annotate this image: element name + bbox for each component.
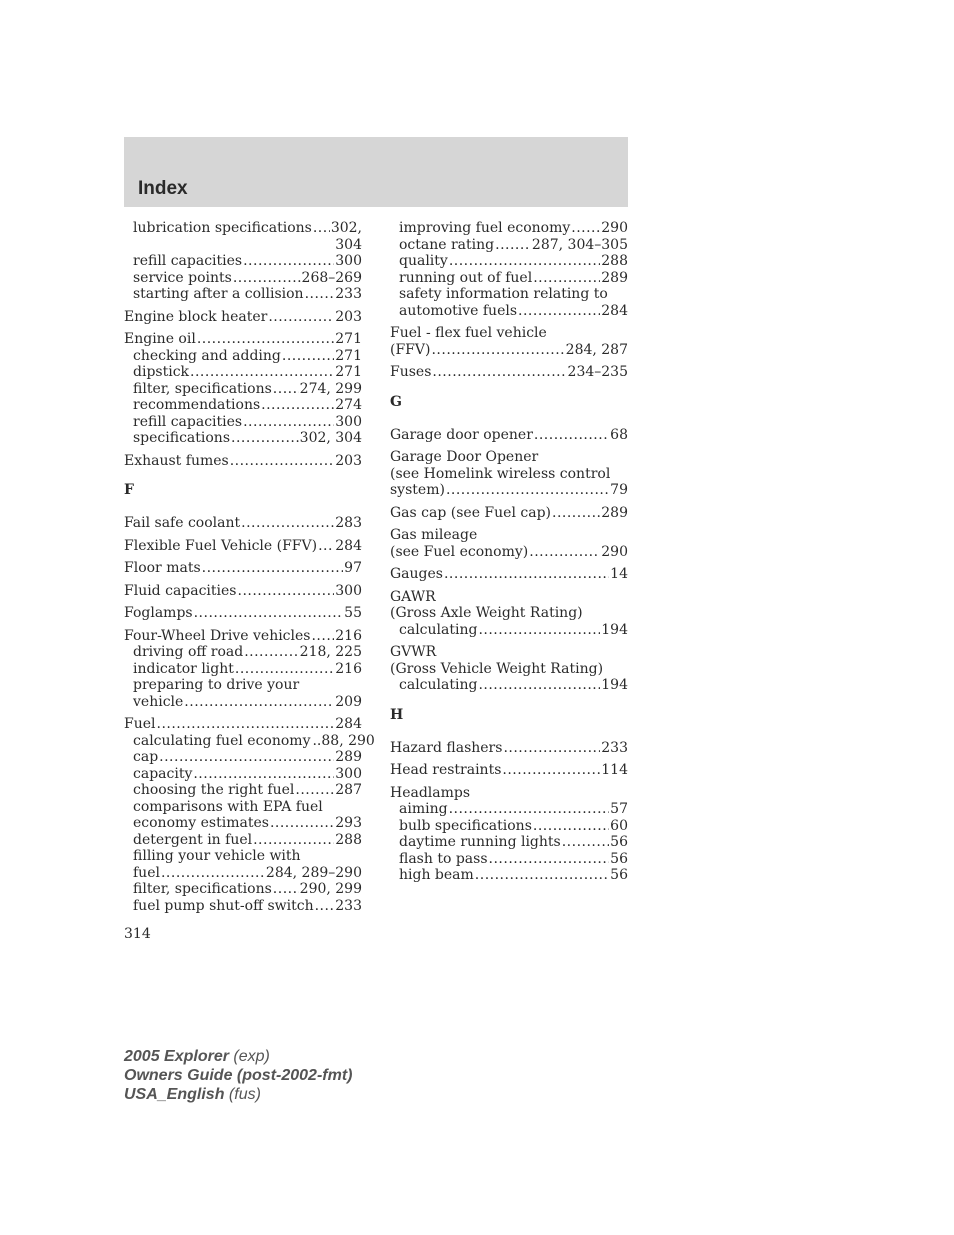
entry-page-ref: 274, 299 [299,380,362,397]
index-subentry [124,414,362,431]
entry-page-ref: 302, [330,220,362,236]
entry-page-ref: 68 [610,426,628,443]
index-subentry [390,303,628,320]
entry-label: dipstick [133,364,190,380]
entry-label: (Gross Vehicle Weight Rating) [390,660,604,677]
dot-leader [273,381,299,398]
entry-label: comparisons with EPA fuel [133,798,323,815]
dot-leader [503,740,600,757]
entry-label: refill capacities [133,413,243,430]
entry-page-ref: 288 [601,253,628,269]
entry-page-ref: 55 [344,605,362,621]
dot-leader [446,482,609,499]
dot-leader [444,566,609,583]
index-entry [390,644,628,661]
index-entry [124,583,362,600]
index-subentry [124,286,362,303]
entry-label: system) [390,482,445,498]
entry-label: aiming [399,801,448,817]
entry-label: Foglamps [124,605,193,621]
entry-label: vehicle [133,693,184,710]
entry-page-ref: ..88, 290 [312,732,375,749]
index-subentry [124,766,362,783]
entry-label: (see Fuel economy) [390,543,529,560]
dot-leader [202,560,344,577]
entry-label: Fuel - flex fuel vehicle [390,325,547,341]
dot-leader [478,622,600,639]
dot-leader [562,834,609,851]
index-subentry [390,867,628,884]
index-subentry [124,749,362,766]
footer-model: 2005 Explorer [124,1048,229,1065]
entry-label: Gas mileage [390,527,478,543]
index-entry [124,309,362,326]
dot-leader [253,832,334,849]
index-column-right [390,220,628,884]
dot-leader [534,427,609,444]
dot-leader [157,716,335,733]
index-entry [124,538,362,555]
index-subentry [124,694,362,711]
entry-page-ref: 302, 304 [299,430,362,446]
index-subentry [124,782,362,799]
index-entry-continuation [390,544,628,561]
entry-label: cap [133,749,159,765]
entry-page-ref: 14 [610,566,628,582]
entry-page-ref: 290 [601,543,628,560]
index-subentry [390,677,628,694]
entry-page-ref: 233 [601,739,628,756]
index-entry [390,364,628,381]
entry-label: Garage Door Opener [390,449,539,465]
dot-leader [449,801,610,818]
entry-page-ref: 60 [610,817,628,834]
index-subentry [124,220,362,237]
entry-page-ref: 300 [335,253,362,269]
index-entry-continuation [390,482,628,499]
document-footer [124,1047,352,1104]
index-subentry [124,898,362,915]
entry-page-ref: 271 [335,331,362,347]
index-subentry [124,661,362,678]
index-entry [390,740,628,757]
dot-leader [197,331,334,348]
entry-label: Head restraints [390,762,502,778]
entry-label: calculating [399,621,478,638]
entry-page-ref: 290, 299 [299,881,362,897]
entry-label: calculating [399,677,478,693]
footer-line-2 [124,1066,352,1085]
entry-label: fuel pump shut-off switch [133,897,314,914]
dot-leader [270,815,334,832]
entry-page-ref: 216 [335,660,362,677]
entry-label: bulb specifications [399,817,532,834]
index-section-letter: H [390,706,404,723]
index-subentry [390,818,628,835]
dot-leader [273,881,299,898]
entry-label: Four-Wheel Drive vehicles [124,627,311,644]
index-subentry [390,237,628,254]
entry-label: lubrication specifications [133,220,312,236]
entry-label: Garage door opener [390,426,533,443]
entry-page-ref: 289 [335,749,362,765]
dot-leader [159,749,334,766]
entry-label: (Gross Axle Weight Rating) [390,605,583,621]
entry-label: octane rating [399,236,495,253]
entry-label: Flexible Fuel Vehicle (FFV) [124,537,318,554]
index-subentry [124,832,362,849]
index-entry [124,515,362,532]
entry-page-ref: 300 [335,765,362,782]
dot-leader [533,818,609,835]
index-entry [390,589,628,606]
entry-label: filling your vehicle with [133,848,301,864]
index-subentry [124,732,375,750]
index-entry [390,325,628,342]
index-subentry [390,286,628,303]
entry-label: driving off road [133,644,244,660]
footer-line-3 [124,1085,352,1104]
entry-page-ref: 79 [610,482,628,498]
footer-model-code: (exp) [228,1048,270,1065]
index-subentry [124,364,362,381]
entry-page-ref: 209 [335,693,362,710]
entry-page-ref: 57 [610,801,628,817]
entry-page-ref: 218, 225 [299,644,362,660]
entry-label: calculating fuel economy [133,732,311,749]
index-subentry [124,270,362,287]
entry-page-ref: 271 [335,364,362,380]
entry-label: Engine oil [124,331,196,347]
entry-page-ref: 194 [601,621,628,638]
entry-label: flash to pass [399,850,488,867]
entry-label: improving fuel economy [399,220,571,236]
entry-label: Floor mats [124,560,201,576]
index-entry [124,628,362,645]
dot-leader [235,661,334,678]
entry-page-ref: 274 [335,397,362,413]
entry-page-ref: 271 [335,347,362,364]
index-subentry [390,851,628,868]
dot-leader [243,414,334,431]
dot-leader [244,644,298,661]
page-title: Index [138,178,188,199]
entry-label: quality [399,253,448,269]
index-subentry [124,677,362,694]
entry-page-ref: 216 [335,627,362,644]
index-entry [390,785,628,802]
index-entry-continuation [390,342,628,359]
entry-label: preparing to drive your [133,677,300,693]
entry-label: refill capacities [133,253,243,269]
index-entry [390,505,628,522]
entry-label: service points [133,269,232,286]
index-subentry [390,270,628,287]
dot-leader [231,430,299,447]
index-subentry [124,848,362,865]
index-subentry [390,622,628,639]
dot-leader [432,364,566,381]
footer-language-code: (fus) [224,1086,261,1103]
entry-page-ref: 290 [601,220,628,236]
dot-leader [194,605,344,622]
index-subentry [390,834,628,851]
entry-page-ref: 284 [335,537,362,554]
entry-page-ref: 300 [335,582,362,599]
entry-label: Headlamps [390,784,471,801]
entry-label: economy estimates [133,815,269,831]
entry-page-ref: 268–269 [301,269,362,286]
footer-line-1 [124,1047,352,1066]
index-subentry [124,799,362,816]
entry-page-ref: 203 [335,452,362,469]
entry-label: GAWR [390,588,436,605]
dot-leader [190,364,334,381]
entry-page-ref: 287 [335,782,362,798]
entry-label: Gas cap (see Fuel cap) [390,504,551,521]
dot-leader [449,253,600,270]
index-subentry [124,815,362,832]
entry-label: fuel [133,864,160,881]
dot-leader [571,220,600,237]
index-column-left [124,220,375,914]
dot-leader [311,628,334,645]
entry-label: Fluid capacities [124,582,237,599]
dot-leader [475,867,609,884]
entry-page-ref: 233 [335,286,362,302]
entry-label: capacity [133,765,193,782]
dot-leader [282,348,334,365]
footer-guide: Owners Guide (post-2002-fmt) [124,1067,353,1084]
index-section-letter: F [124,482,134,498]
index-subentry [124,348,362,365]
dot-leader [518,303,600,320]
index-entry [124,453,362,470]
dot-leader [161,865,265,882]
footer-language: USA_English [124,1086,225,1103]
dot-leader [313,220,330,237]
entry-label: Fuel [124,716,156,732]
entry-label: (see Homelink wireless control [390,465,611,482]
entry-page-ref: 284, 289–290 [265,864,362,881]
entry-label: Exhaust fumes [124,452,229,469]
dot-leader [305,286,335,303]
entry-page-ref: 194 [601,677,628,693]
entry-label: Fail safe coolant [124,515,241,531]
index-subentry [124,397,362,414]
index-subentry [124,430,362,447]
entry-label: filter, specifications [133,881,272,897]
entry-page-ref: 233 [335,897,362,914]
entry-label: automotive fuels [399,302,518,319]
entry-label: checking and adding [133,347,281,364]
index-entry [390,566,628,583]
entry-page-ref: 114 [601,762,628,778]
index-entry-continuation [390,661,628,678]
dot-leader [502,762,600,779]
dot-leader [184,694,334,711]
entry-page-ref: 300 [335,413,362,430]
index-entry [124,560,362,577]
dot-leader [431,342,564,359]
index-entry [390,762,628,779]
dot-leader [529,544,600,561]
page-number: 314 [124,926,151,942]
entry-label: indicator light [133,660,234,677]
index-subentry [124,865,362,882]
entry-label: starting after a collision [133,286,304,302]
index-entry [124,716,362,733]
index-subentry [124,253,362,270]
entry-page-ref: 56 [610,850,628,867]
entry-label: safety information relating to [399,286,608,302]
index-subentry [124,881,362,898]
dot-leader [315,898,335,915]
index-entry-continuation [390,466,628,483]
index-entry-continuation [390,605,628,622]
entry-page-ref: 284 [601,302,628,319]
index-entry [124,605,362,622]
index-header-bar [124,137,628,207]
index-subentry [124,381,362,398]
entry-label: daytime running lights [399,834,561,850]
entry-page-ref: 97 [344,560,362,576]
dot-leader [238,583,335,600]
entry-page-ref: 289 [601,269,628,286]
entry-label: high beam [399,867,474,883]
dot-leader [193,766,334,783]
dot-leader [295,782,334,799]
dot-leader [261,397,334,414]
entry-label: Gauges [390,566,443,582]
dot-leader [233,270,301,287]
index-entry [390,527,628,544]
entry-label: running out of fuel [399,269,533,286]
dot-leader [495,237,531,254]
entry-page-ref: 283 [335,515,362,531]
entry-label: Fuses [390,364,432,380]
entry-page-ref: 293 [335,815,362,831]
index-subentry [390,801,628,818]
entry-page-ref-continued: 304 [335,236,362,253]
index-section-letter: G [390,393,402,410]
entry-page-ref: 287, 304–305 [531,236,628,253]
entry-label: GVWR [390,644,437,660]
index-entry [390,449,628,466]
entry-label: detergent in fuel [133,831,253,848]
dot-leader [478,677,600,694]
entry-page-ref: 289 [601,504,628,521]
index-subentry [390,220,628,237]
entry-label: (FFV) [390,341,431,358]
entry-label: filter, specifications [133,380,272,397]
entry-label: Engine block heater [124,308,268,325]
entry-page-ref: 284 [335,716,362,732]
index-entry [124,331,362,348]
entry-page-ref: 56 [610,834,628,850]
entry-page-ref: 56 [610,867,628,883]
dot-leader [268,309,334,326]
dot-leader [230,453,335,470]
entry-page-ref: 288 [335,831,362,848]
entry-page-ref: 203 [335,308,362,325]
entry-label: Hazard flashers [390,739,503,756]
entry-label: recommendations [133,397,261,413]
dot-leader [241,515,334,532]
index-subentry [124,644,362,661]
dot-leader [489,851,610,868]
dot-leader [318,538,334,555]
entry-page-ref: 284, 287 [565,341,628,358]
entry-label: specifications [133,430,231,446]
entry-page-ref: 234–235 [567,364,628,380]
dot-leader [533,270,600,287]
entry-label: choosing the right fuel [133,782,295,798]
dot-leader [243,253,334,270]
index-subentry [390,253,628,270]
dot-leader [552,505,600,522]
index-entry [390,427,628,444]
